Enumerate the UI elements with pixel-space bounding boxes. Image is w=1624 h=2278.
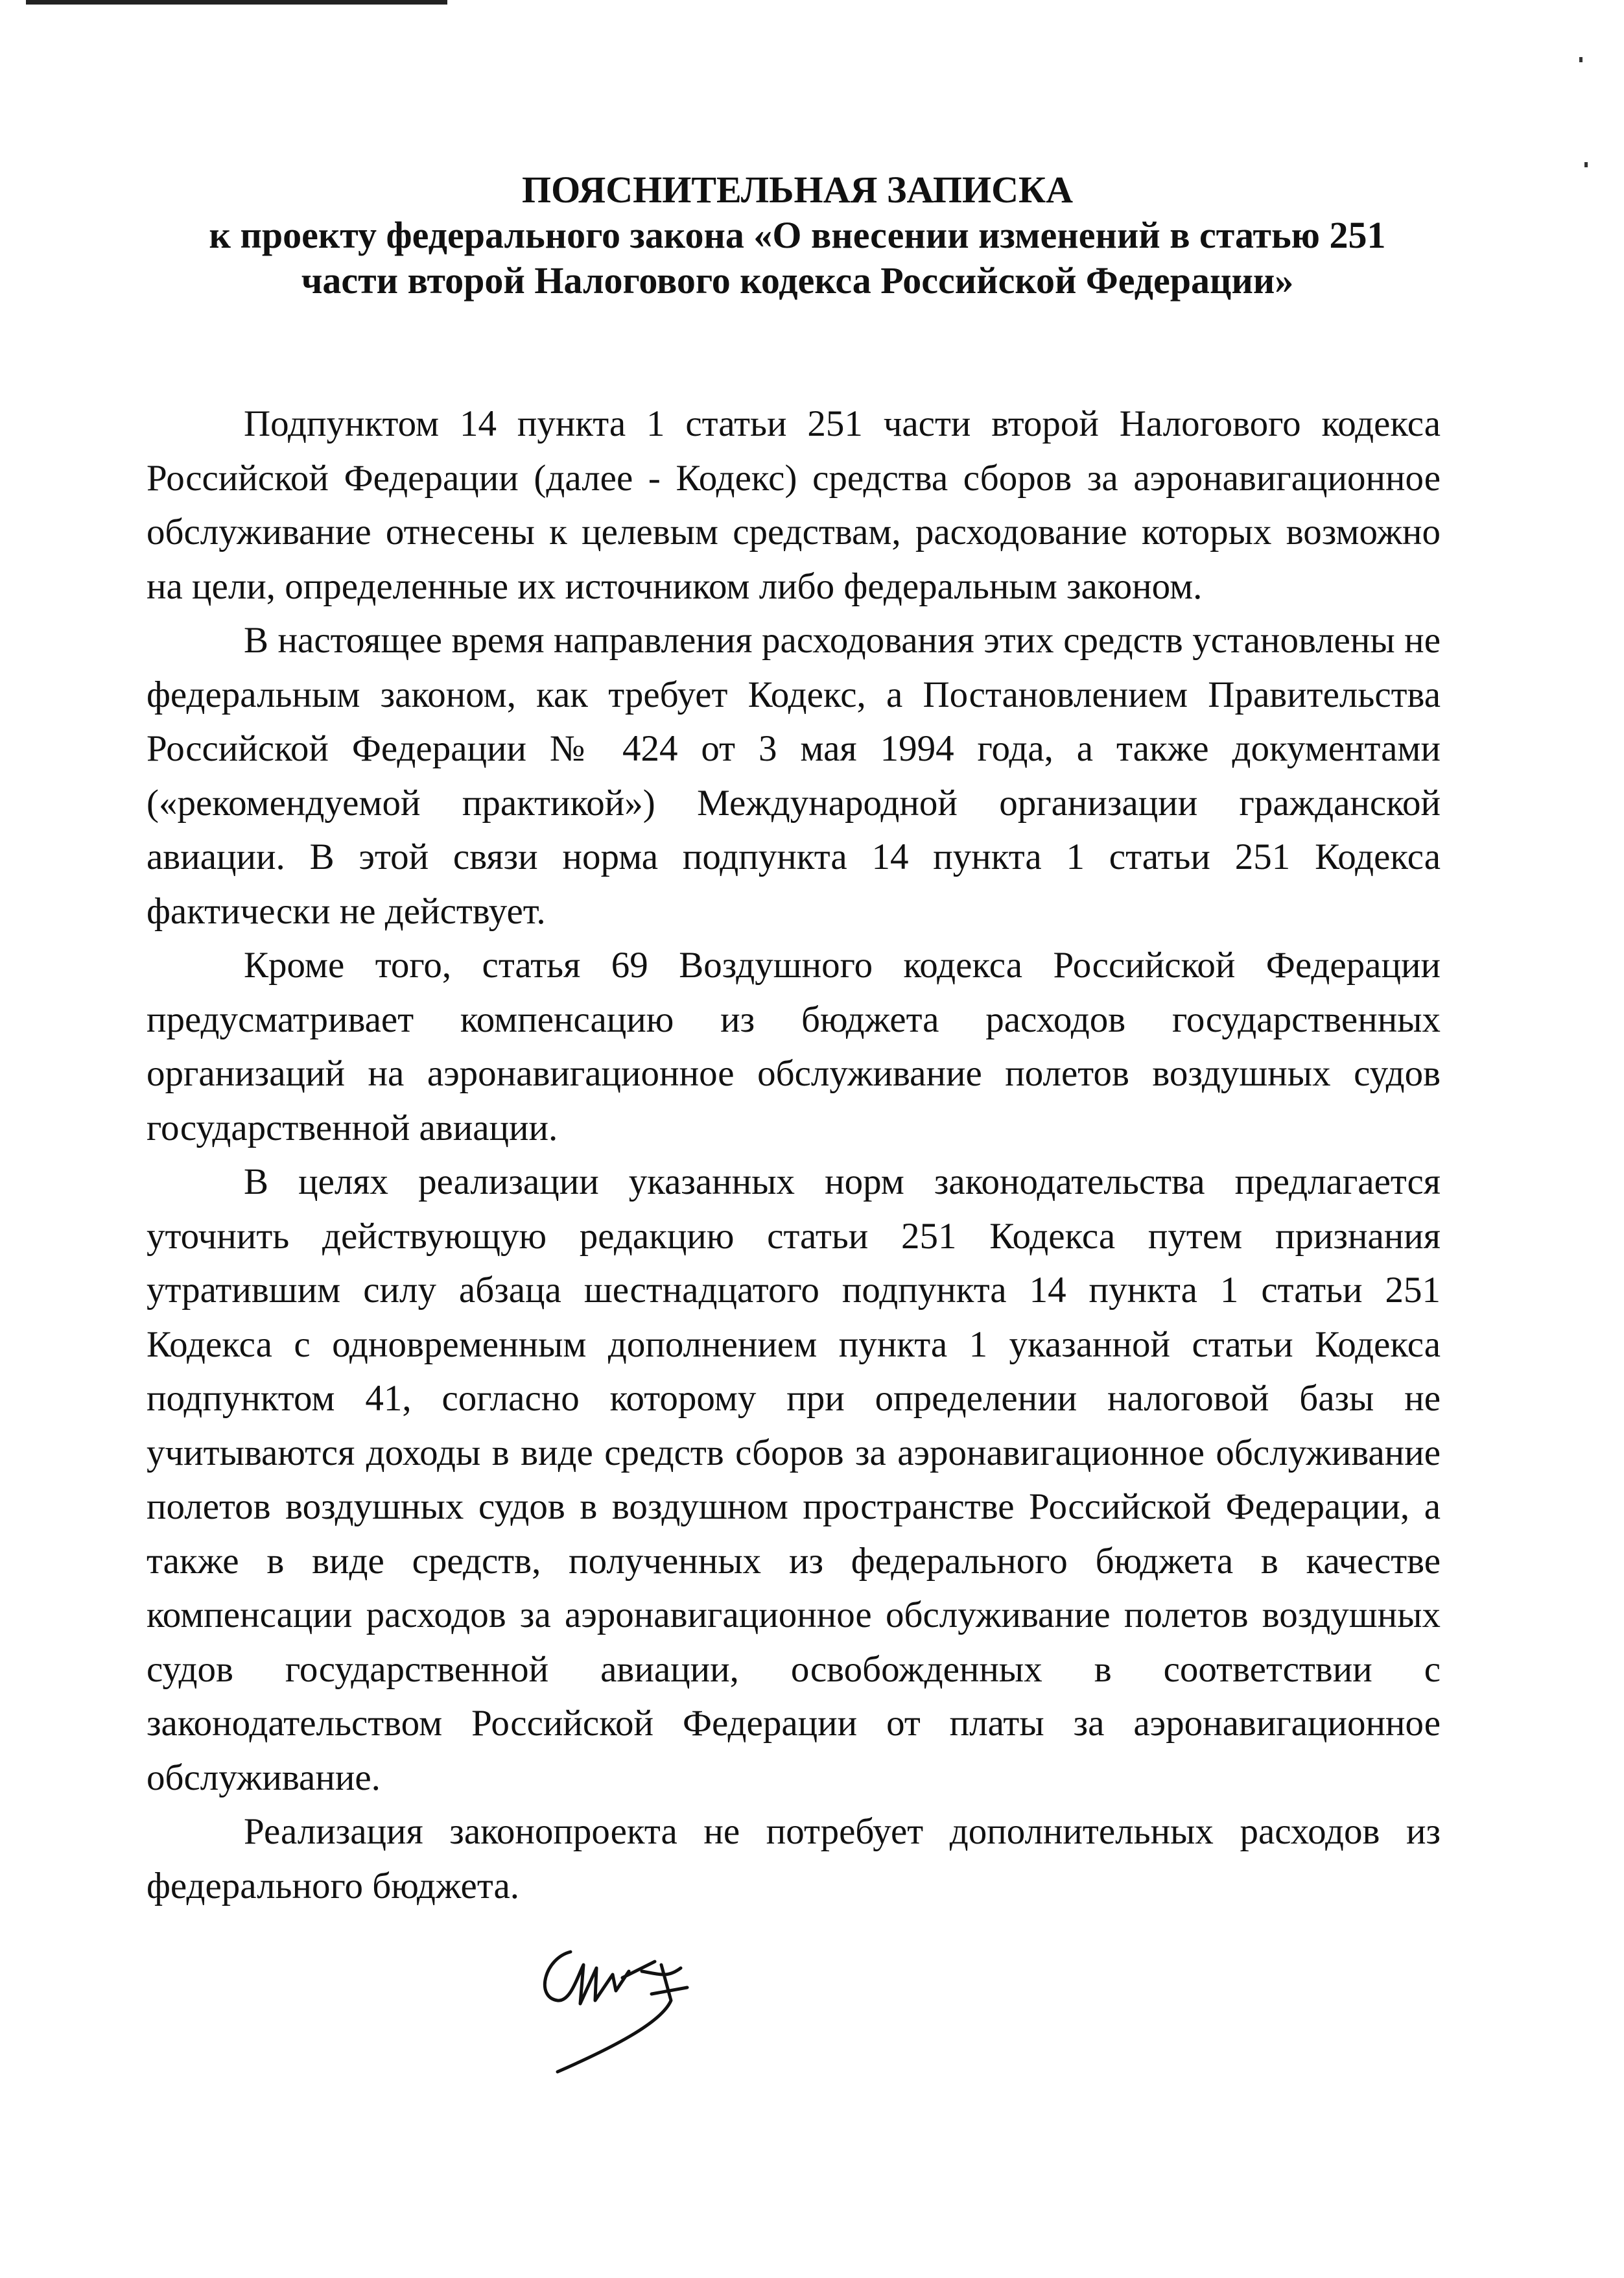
paragraph: Реализация законопроекта не потребует дополнительных расходов из федерального бюджета. <box>147 1811 1441 1906</box>
paragraph: Кроме того, статья 69 Воздушного кодекса Российской Федерации предусматривает компенсацию из бюджета расходов государственных организаций на аэронавигационное обслуживание полетов воздушных судов государственной авиации. <box>147 945 1441 1148</box>
paragraph: Подпунктом 14 пункта 1 статьи 251 части второй Налогового кодекса Российской Федерации (далее - Кодекс) средства сборов за аэронавигационное обслуживание отнесены к целевым средствам, расходование которых возможно на цели, определенные их источником либо федеральным законом. <box>147 403 1441 607</box>
document-body <box>147 397 1441 1913</box>
handwritten-signature <box>532 1939 713 2082</box>
scan-speck <box>1584 162 1588 167</box>
paragraph: В настоящее время направления расходования этих средств установлены не федеральным законом, как требует Кодекс, а Постановлением Правительства Российской Федерации № 424 от 3 мая 1994 года, а также документами («рекомендуемой практикой») Международной организации гражданской авиации. В этой связи норма подпункта 14 пункта 1 статьи 251 Кодекса фактически не действует. <box>147 620 1441 932</box>
scan-speck <box>1579 57 1583 62</box>
paragraph: В целях реализации указанных норм законодательства предлагается уточнить действующую редакцию статьи 251 Кодекса путем признания утратившим силу абзаца шестнадцатого подпункта 14 пункта 1 статьи 251 Кодекса с одновременным дополнением пункта 1 указанной статьи Кодекса подпунктом 41, согласно которому при определении налоговой базы не учитываются доходы в виде средств сборов за аэронавигационное обслуживание полетов воздушных судов в воздушном пространстве Российской Федерации, а также в виде средств, полученных из федерального бюджета в качестве компенсации расходов за аэронавигационное обслуживание полетов воздушных судов государственной авиации, освобожденных в соответствии с законодательством Российской Федерации от платы за аэронавигационное обслуживание. <box>147 1161 1441 1798</box>
document-header <box>130 167 1465 303</box>
scan-edge-line <box>26 0 447 5</box>
document-subtitle-line2: части второй Налогового кодекса Российской Федерации» <box>301 259 1294 302</box>
document-subtitle-line1: к проекту федерального закона «О внесении изменений в статью 251 <box>209 214 1386 256</box>
document-title: ПОЯСНИТЕЛЬНАЯ ЗАПИСКА <box>521 169 1073 211</box>
